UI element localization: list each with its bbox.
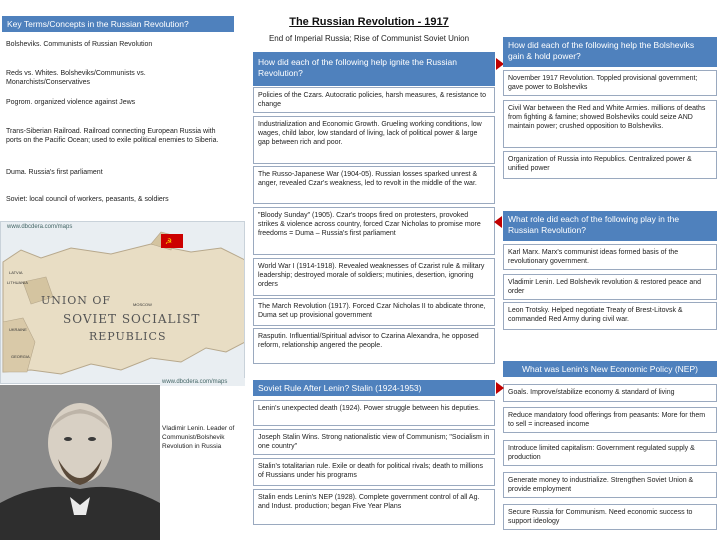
gain-power-header: How did each of the following help the Bolsheviks gain & hold power? — [503, 37, 717, 67]
stalin-header: Soviet Rule After Lenin? Stalin (1924-1953) — [253, 380, 495, 396]
ignite-rasputin: Rasputin. Influential/Spiritual advisor to Czarina Alexandra, he opposed reform, relationship angered the people. — [253, 328, 495, 364]
page-title: The Russian Revolution - 1917 — [289, 16, 449, 28]
map-label-line2: SOVIET SOCIALIST — [63, 312, 201, 326]
ignite-bloody-sunday: "Bloody Sunday" (1905). Czar's troops fired on protesters, provoked strikes & violence across country, forced Czar Nicholas to promise more freedoms = Duma – Russia's first parliament — [253, 207, 495, 255]
ussr-map — [0, 221, 245, 384]
nep-food: Reduce mandatory food offerings from peasants: More for them to sell = increased income — [503, 407, 717, 433]
roles-header: What role did each of the following play in the Russian Revolution? — [503, 211, 717, 241]
nep-secure-russia: Secure Russia for Communism. Need economic success to support ideology — [503, 504, 717, 530]
map-label-line3: REPUBLICS — [89, 330, 167, 343]
map-label-line1: UNION OF — [41, 294, 112, 307]
ignite-world-war-i: World War I (1914-1918). Revealed weaknesses of Czarist rule & military leadership; destroyed morale of soldiers; mutinies, desertion, ignoring orders — [253, 258, 495, 296]
role-trotsky: Leon Trotsky. Helped negotiate Treaty of Brest-Litovsk & commanded Red Army during civil war. — [503, 302, 717, 330]
role-lenin: Vladimir Lenin. Led Bolshevik revolution & restored peace and order — [503, 274, 717, 300]
nep-header: What was Lenin's New Economic Policy (NEP) — [503, 361, 717, 377]
nep-industrialize: Generate money to industrialize. Strengthen Soviet Union & provide employment — [503, 472, 717, 498]
map-place: UKRAINE — [9, 327, 27, 332]
key-terms-header: Key Terms/Concepts in the Russian Revolution? — [2, 16, 234, 32]
portrait-caption: Vladimir Lenin. Leader of Communist/Bolshevik Revolution in Russia — [162, 425, 235, 450]
key-term-duma: Duma. Russia's first parliament — [2, 165, 234, 183]
ignite-industrialization: Industrialization and Economic Growth. Grueling working conditions, low wages, child labor, low standard of living, lack of political power & large gap between rich and poor. — [253, 116, 495, 164]
stalin-totalitarian: Stalin's totalitarian rule. Exile or death for political rivals; death to millions of Russians under his programs — [253, 458, 495, 486]
map-place: GEORGIA — [11, 354, 30, 359]
lenin-portrait — [0, 385, 160, 540]
gain-power-republics: Organization of Russia into Republics. Centralized power & unified power — [503, 151, 717, 179]
key-term-reds-whites: Reds vs. Whites. Bolsheviks/Communists vs. Monarchists/Conservatives — [2, 66, 234, 90]
nep-capitalism: Introduce limited capitalism: Government regulated supply & production — [503, 440, 717, 466]
photo-url: www.dbcdera.com/maps — [160, 378, 245, 386]
lenin-portrait-image — [0, 385, 160, 540]
ignite-czars: Policies of the Czars. Autocratic policies, harsh measures, & resistance to change — [253, 87, 495, 113]
ignite-russo-japanese-war: The Russo-Japanese War (1904-05). Russian losses sparked unrest & anger, revealed Czar's weakness, led to revolt in the middle of the war. — [253, 166, 495, 204]
map-place: MOSCOW — [133, 302, 152, 307]
key-term-railroad: Trans-Siberian Railroad. Railroad connecting European Russia with ports on the Pacific Ocean; used to exile political enemies to Siberia. — [2, 124, 234, 160]
ignite-march-revolution: The March Revolution (1917). Forced Czar Nicholas II to abdicate throne, Duma set up provisional government — [253, 298, 495, 326]
stalin-lenin-death: Lenin's unexpected death (1924). Power struggle between his deputies. — [253, 400, 495, 426]
key-term-pogrom: Pogrom. organized violence against Jews — [2, 95, 234, 113]
map-url: www.dbcdera.com/maps — [7, 224, 73, 230]
key-term-soviet: Soviet: local council of workers, peasants, & soldiers — [2, 192, 234, 210]
map-place: LATVIA — [9, 270, 23, 275]
page-subtitle: End of Imperial Russia; Rise of Communist Soviet Union — [268, 34, 470, 43]
arrow-right-icon — [496, 382, 504, 394]
role-karl-marx: Karl Marx. Marx's communist ideas formed basis of the revolutionary government. — [503, 244, 717, 270]
ignite-header: How did each of the following help ignite the Russian Revolution? — [253, 52, 495, 86]
gain-power-civil-war: Civil War between the Red and White Armies. millions of deaths from fighting & famine; showed Bolsheviks could seize AND maintain power; crushed opposition to Bolsheviks. — [503, 100, 717, 148]
gain-power-november: November 1917 Revolution. Toppled provisional government; gave power to Bolsheviks — [503, 70, 717, 96]
nep-goals: Goals. Improve/stabilize economy & standard of living — [503, 384, 717, 402]
stalin-ends-nep: Stalin ends Lenin's NEP (1928). Complete government control of all Ag. and Indust. production; began Five Year Plans — [253, 489, 495, 525]
arrow-left-icon — [494, 216, 502, 228]
map-place: LITHUANIA — [7, 280, 28, 285]
ussr-map-graphic — [1, 222, 245, 384]
stalin-wins: Joseph Stalin Wins. Strong nationalistic view of Communism; "Socialism in one country" — [253, 429, 495, 455]
key-term-bolsheviks: Bolsheviks. Communists of Russian Revolution — [2, 37, 234, 57]
svg-text:☭: ☭ — [165, 237, 173, 246]
